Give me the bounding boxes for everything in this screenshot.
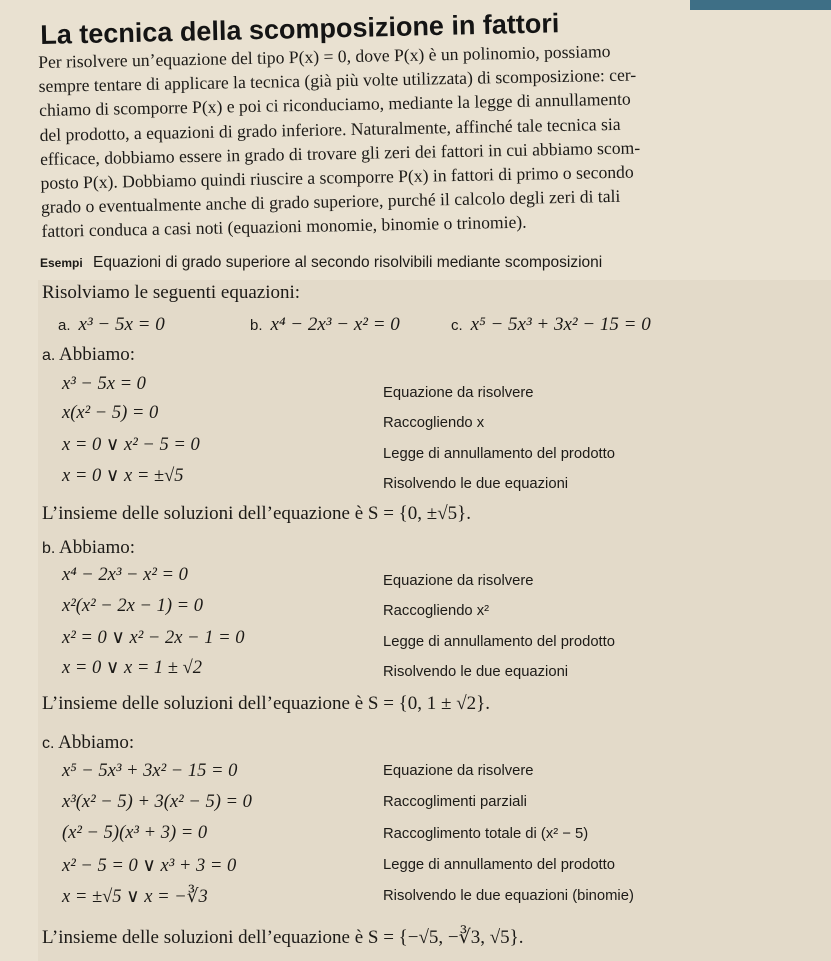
step-math: x = ±√5 ∨ x = −∛3 bbox=[62, 887, 208, 907]
equation-label: b. bbox=[250, 317, 263, 334]
step-math: x² − 5 = 0 ∨ x³ + 3 = 0 bbox=[62, 856, 237, 876]
section-a-title bbox=[42, 344, 135, 366]
step-math: (x² − 5)(x³ + 3) = 0 bbox=[62, 823, 208, 843]
step-note: Risolvendo le due equazioni bbox=[383, 476, 569, 492]
equation-label: c. bbox=[451, 317, 463, 334]
step-math: x(x² − 5) = 0 bbox=[62, 403, 159, 423]
equation-a bbox=[58, 314, 165, 336]
examples-heading-text: Equazioni di grado superiore al secondo risolvibili mediante scomposizioni bbox=[93, 254, 603, 271]
section-title-text: Abbiamo: bbox=[59, 344, 136, 365]
step-math: x⁵ − 5x³ + 3x² − 15 = 0 bbox=[62, 761, 238, 781]
step-math: x = 0 ∨ x = 1 ± √2 bbox=[62, 658, 202, 678]
intro-line: grado o eventualmente anche di grado superiore, purché il calcolo degli zeri di tali bbox=[40, 186, 621, 218]
section-c-title bbox=[42, 732, 134, 754]
equation-text: x⁴ − 2x³ − x² = 0 bbox=[270, 314, 400, 335]
section-title-text: Abbiamo: bbox=[59, 537, 136, 558]
step-math: x² = 0 ∨ x² − 2x − 1 = 0 bbox=[62, 628, 245, 648]
examples-tag: Esempi bbox=[40, 256, 83, 270]
equation-text: x⁵ − 5x³ + 3x² − 15 = 0 bbox=[470, 314, 651, 335]
solution-set: L’insieme delle soluzioni dell’equazione è S = {0, 1 ± √2}. bbox=[42, 693, 491, 714]
intro-paragraph bbox=[38, 37, 722, 244]
intro-line: Per risolvere un’equazione del tipo P(x) = 0, dove P(x) è un polinomio, possiamo bbox=[38, 41, 611, 72]
intro-line: fattori conduca a casi noti (equazioni monomie, binomie o trinomie). bbox=[41, 212, 527, 242]
step-note: Raccoglimenti parziali bbox=[383, 794, 527, 810]
intro-line: efficace, dobbiamo essere in grado di trovare gli zeri dei fattori in cui abbiamo scom- bbox=[39, 137, 641, 169]
section-label: b. bbox=[42, 540, 56, 557]
examples-prompt: Risolviamo le seguenti equazioni: bbox=[42, 282, 301, 303]
solution-set: L’insieme delle soluzioni dell’equazione è S = {0, ±√5}. bbox=[42, 503, 472, 524]
step-note: Equazione da risolvere bbox=[383, 573, 534, 589]
step-math: x⁴ − 2x³ − x² = 0 bbox=[62, 565, 188, 585]
page-top-band bbox=[690, 0, 831, 10]
step-note: Risolvendo le due equazioni bbox=[383, 664, 569, 680]
step-math: x²(x² − 2x − 1) = 0 bbox=[62, 596, 203, 616]
step-note: Equazione da risolvere bbox=[383, 763, 534, 779]
intro-line: del prodotto, a equazioni di grado inferiore. Naturalmente, affinché tale tecnica sia bbox=[39, 113, 621, 145]
step-note: Raccogliendo x² bbox=[383, 603, 490, 619]
intro-line: sempre tentare di applicare la tecnica (già più volte utilizzata) di scomposizione: cer- bbox=[38, 64, 637, 97]
solution-set: L’insieme delle soluzioni dell’equazione è S = {−√5, −∛3, √5}. bbox=[42, 927, 524, 948]
step-math: x = 0 ∨ x² − 5 = 0 bbox=[62, 435, 200, 455]
step-note: Legge di annullamento del prodotto bbox=[383, 446, 615, 462]
intro-line: posto P(x). Dobbiamo quindi riuscire a scomporre P(x) in fattori di primo o secondo bbox=[40, 161, 634, 193]
step-note: Risolvendo le due equazioni (binomie) bbox=[383, 888, 634, 904]
section-label: a. bbox=[42, 347, 56, 364]
equation-c bbox=[451, 314, 651, 336]
step-math: x³(x² − 5) + 3(x² − 5) = 0 bbox=[62, 792, 252, 812]
step-note: Raccoglimento totale di (x² − 5) bbox=[383, 826, 589, 842]
step-note: Legge di annullamento del prodotto bbox=[383, 857, 615, 873]
section-b-title bbox=[42, 537, 135, 559]
step-note: Equazione da risolvere bbox=[383, 385, 534, 401]
page-title: La tecnica della scomposizione in fattori bbox=[40, 8, 560, 50]
step-math: x³ − 5x = 0 bbox=[62, 374, 146, 394]
intro-line: chiamo di scomporre P(x) e poi ci riconduciamo, mediante la legge di annullamento bbox=[38, 89, 631, 121]
step-math: x = 0 ∨ x = ±√5 bbox=[62, 466, 184, 486]
equation-label: a. bbox=[58, 317, 71, 334]
section-title-text: Abbiamo: bbox=[58, 732, 135, 753]
section-label: c. bbox=[42, 735, 55, 752]
equation-text: x³ − 5x = 0 bbox=[78, 314, 165, 335]
step-note: Raccogliendo x bbox=[383, 415, 485, 431]
examples-heading bbox=[40, 254, 602, 272]
step-note: Legge di annullamento del prodotto bbox=[383, 634, 615, 650]
equation-b bbox=[250, 314, 400, 336]
